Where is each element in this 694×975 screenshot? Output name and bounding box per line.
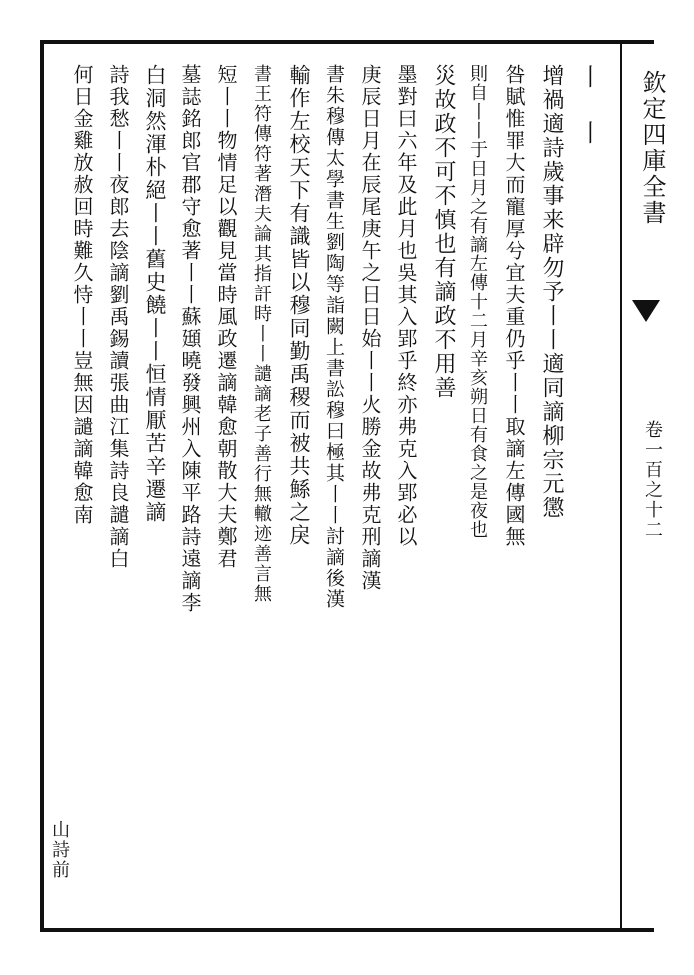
text-column-9: 輸作左校天下有識皆以穆同勤禹稷而被共鯀之戾	[287, 64, 311, 547]
text-column-11: 短丨丨物情足以觀見當時風政遷謫韓愈朝散大夫鄭君	[214, 64, 238, 570]
text-column-5: 災故政不可不慎也有謫政不用善	[431, 64, 456, 400]
bottom-border	[40, 928, 654, 932]
text-column-8: 書朱穆傳太學書生劉陶等詣闕上書訟穆曰極其丨丨討謫後漢	[323, 64, 345, 610]
text-column-12: 墓誌銘郎官郡守愈著丨丨蘇頲曉發興州入陳平路詩遠謫李	[178, 64, 202, 614]
text-column-7: 庚辰日月在辰尾庚午之日日始丨丨火勝金故弗克刑謫漢	[358, 64, 382, 592]
left-border	[40, 40, 44, 932]
text-column-3: 咎賦惟罪大而寵厚兮宜夫重仍乎丨丨取謫左傳國無	[502, 64, 526, 548]
fishtail-mark	[632, 300, 660, 322]
text-column-1: 丨 丨	[574, 64, 602, 146]
text-column-6: 墨對曰六年及此月也吳其入郢乎終亦弗克入郢必以	[394, 64, 418, 548]
text-column-16: 山詩前	[49, 820, 70, 880]
book-title: 欽定四庫全書	[638, 70, 666, 226]
text-column-10: 書王符傳符著潛夫論其指訐時丨丨譴謫老子善行無轍迹善言無	[251, 64, 272, 604]
text-column-13: 白洞然渾朴絕丨丨舊史饒丨丨恒情厭苦辛遷謫	[143, 64, 167, 524]
text-column-14: 詩我愁丨丨夜郎去陰謫劉禹錫讀張曲江集詩良譴謫白	[106, 64, 130, 570]
top-border	[40, 40, 654, 44]
text-column-4: 則自丨丨于日月之有謫左傳十二月辛亥朔日有食之是夜也	[467, 64, 488, 539]
text-column-15: 何日金雞放赦回時難久恃丨丨豈無因譴謫韓愈南	[70, 64, 94, 526]
text-column-2: 增禍適詩歲事来辟勿予丨丨適同謫柳宗元懲	[539, 64, 564, 520]
margin-divider	[620, 40, 622, 932]
volume-label: 卷一百之十二	[642, 420, 663, 540]
